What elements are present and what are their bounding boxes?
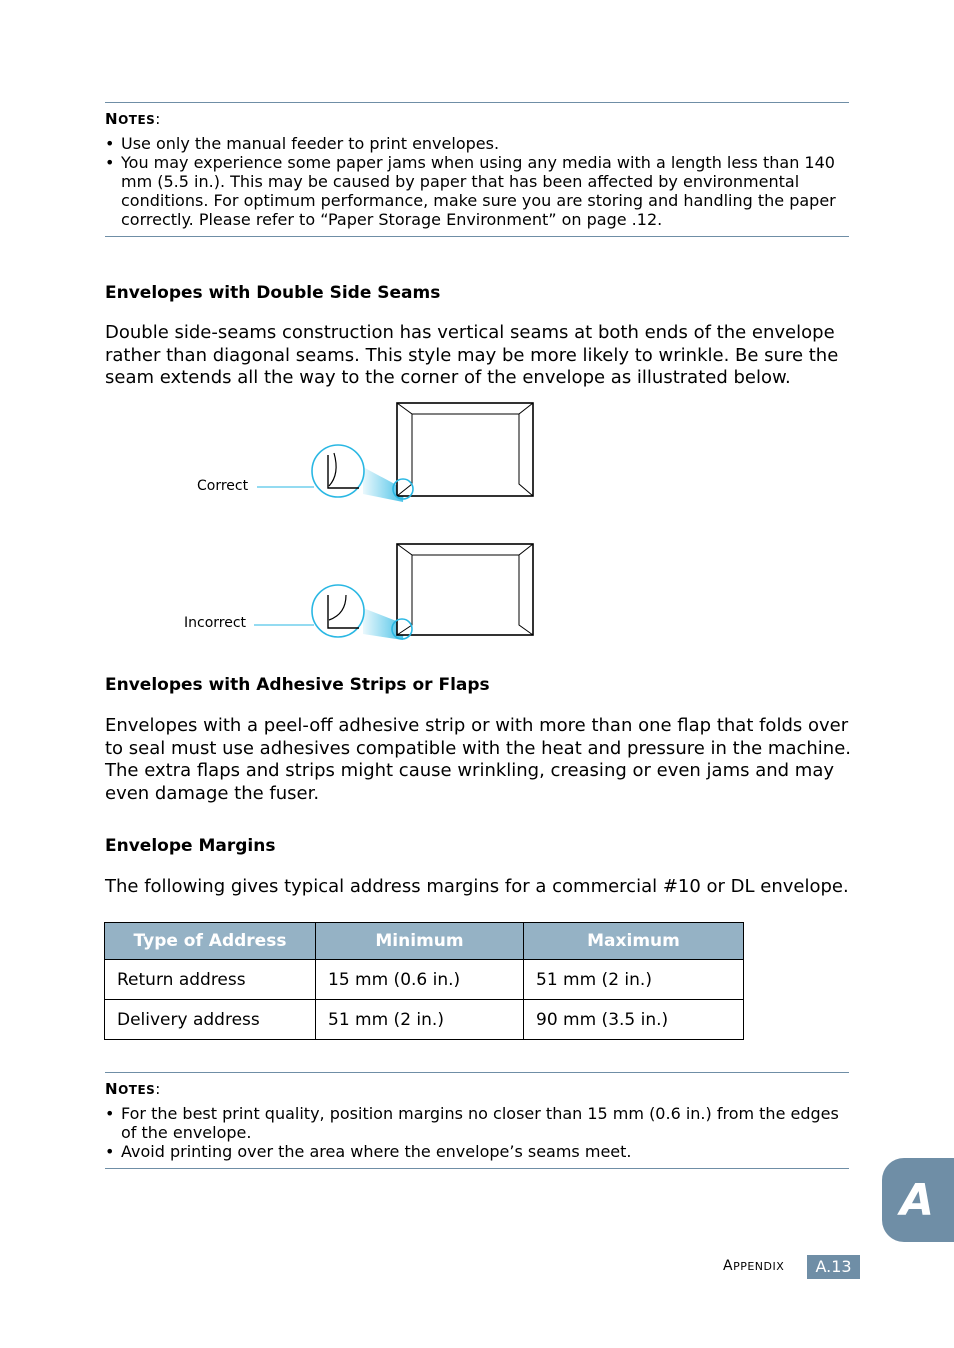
footer-label: APPENDIX: [723, 1258, 785, 1274]
cell-maximum: 51 mm (2 in.): [524, 960, 744, 1000]
notes-top-rule-bottom: [105, 236, 849, 237]
table-header-row: [105, 923, 744, 960]
correct-envelope: [257, 403, 533, 502]
para-adhesive: Envelopes with a peel-off adhesive strip or with more than one flap that folds over to seal must use adhesives compatible with the heat and pressure in the machine. The extra flaps and strips might cause wrinkling, creasing or even jams and may even damage the fuser.: [105, 715, 851, 804]
cell-type: Return address: [105, 960, 316, 1000]
header-type: Type of Address: [105, 923, 316, 960]
notes-top-title: NOTES:: [105, 110, 161, 128]
cell-minimum: 15 mm (0.6 in.): [316, 960, 524, 1000]
heading-adhesive: Envelopes with Adhesive Strips or Flaps: [105, 675, 490, 695]
notes-top-item: • You may experience some paper jams when using any media with a length less than 140 mm (5.5 in.). This may be caused by paper that has been affected by environmental conditions. For optimum performance, make sure you are storing and handling the paper correctly. Please refer to “Paper Storage Environment” on page .12.: [105, 153, 855, 229]
page-number: A.13: [807, 1255, 860, 1279]
heading-double-seams: Envelopes with Double Side Seams: [105, 283, 441, 303]
table-row: [105, 1000, 744, 1040]
notes-top: [105, 110, 855, 229]
correct-label: Correct: [197, 478, 249, 494]
notes-bottom-rule: [105, 1072, 849, 1073]
cell-maximum: 90 mm (3.5 in.): [524, 1000, 744, 1040]
notes-bottom: [105, 1080, 855, 1161]
notes-top-rule: [105, 102, 849, 103]
notes-bottom-item: • For the best print quality, position margins no closer than 15 mm (0.6 in.) from the edges of the envelope.: [105, 1104, 855, 1142]
envelope-seam-diagram: [160, 398, 560, 648]
cell-minimum: 51 mm (2 in.): [316, 1000, 524, 1040]
incorrect-envelope: [254, 544, 533, 640]
para-margins: The following gives typical address margins for a commercial #10 or DL envelope.: [105, 876, 849, 897]
table-row: [105, 960, 744, 1000]
notes-top-item: • Use only the manual feeder to print envelopes.: [105, 134, 855, 153]
header-minimum: Minimum: [316, 923, 524, 960]
incorrect-label: Incorrect: [184, 615, 247, 631]
para-double-seams: Double side-seams construction has vertical seams at both ends of the envelope rather than diagonal seams. This style may be more likely to wrinkle. Be sure the seam extends all the way to the corner of the envelope as illustrated below.: [105, 322, 839, 388]
envelope-illustration: [160, 398, 560, 648]
notes-bottom-item: • Avoid printing over the area where the envelope’s seams meet.: [105, 1142, 855, 1161]
appendix-tab: A: [882, 1158, 954, 1242]
header-maximum: Maximum: [524, 923, 744, 960]
cell-type: Delivery address: [105, 1000, 316, 1040]
margins-table: [104, 922, 744, 1040]
heading-margins: Envelope Margins: [105, 836, 276, 856]
notes-bottom-title: NOTES:: [105, 1080, 161, 1098]
notes-bottom-rule-bottom: [105, 1168, 849, 1169]
